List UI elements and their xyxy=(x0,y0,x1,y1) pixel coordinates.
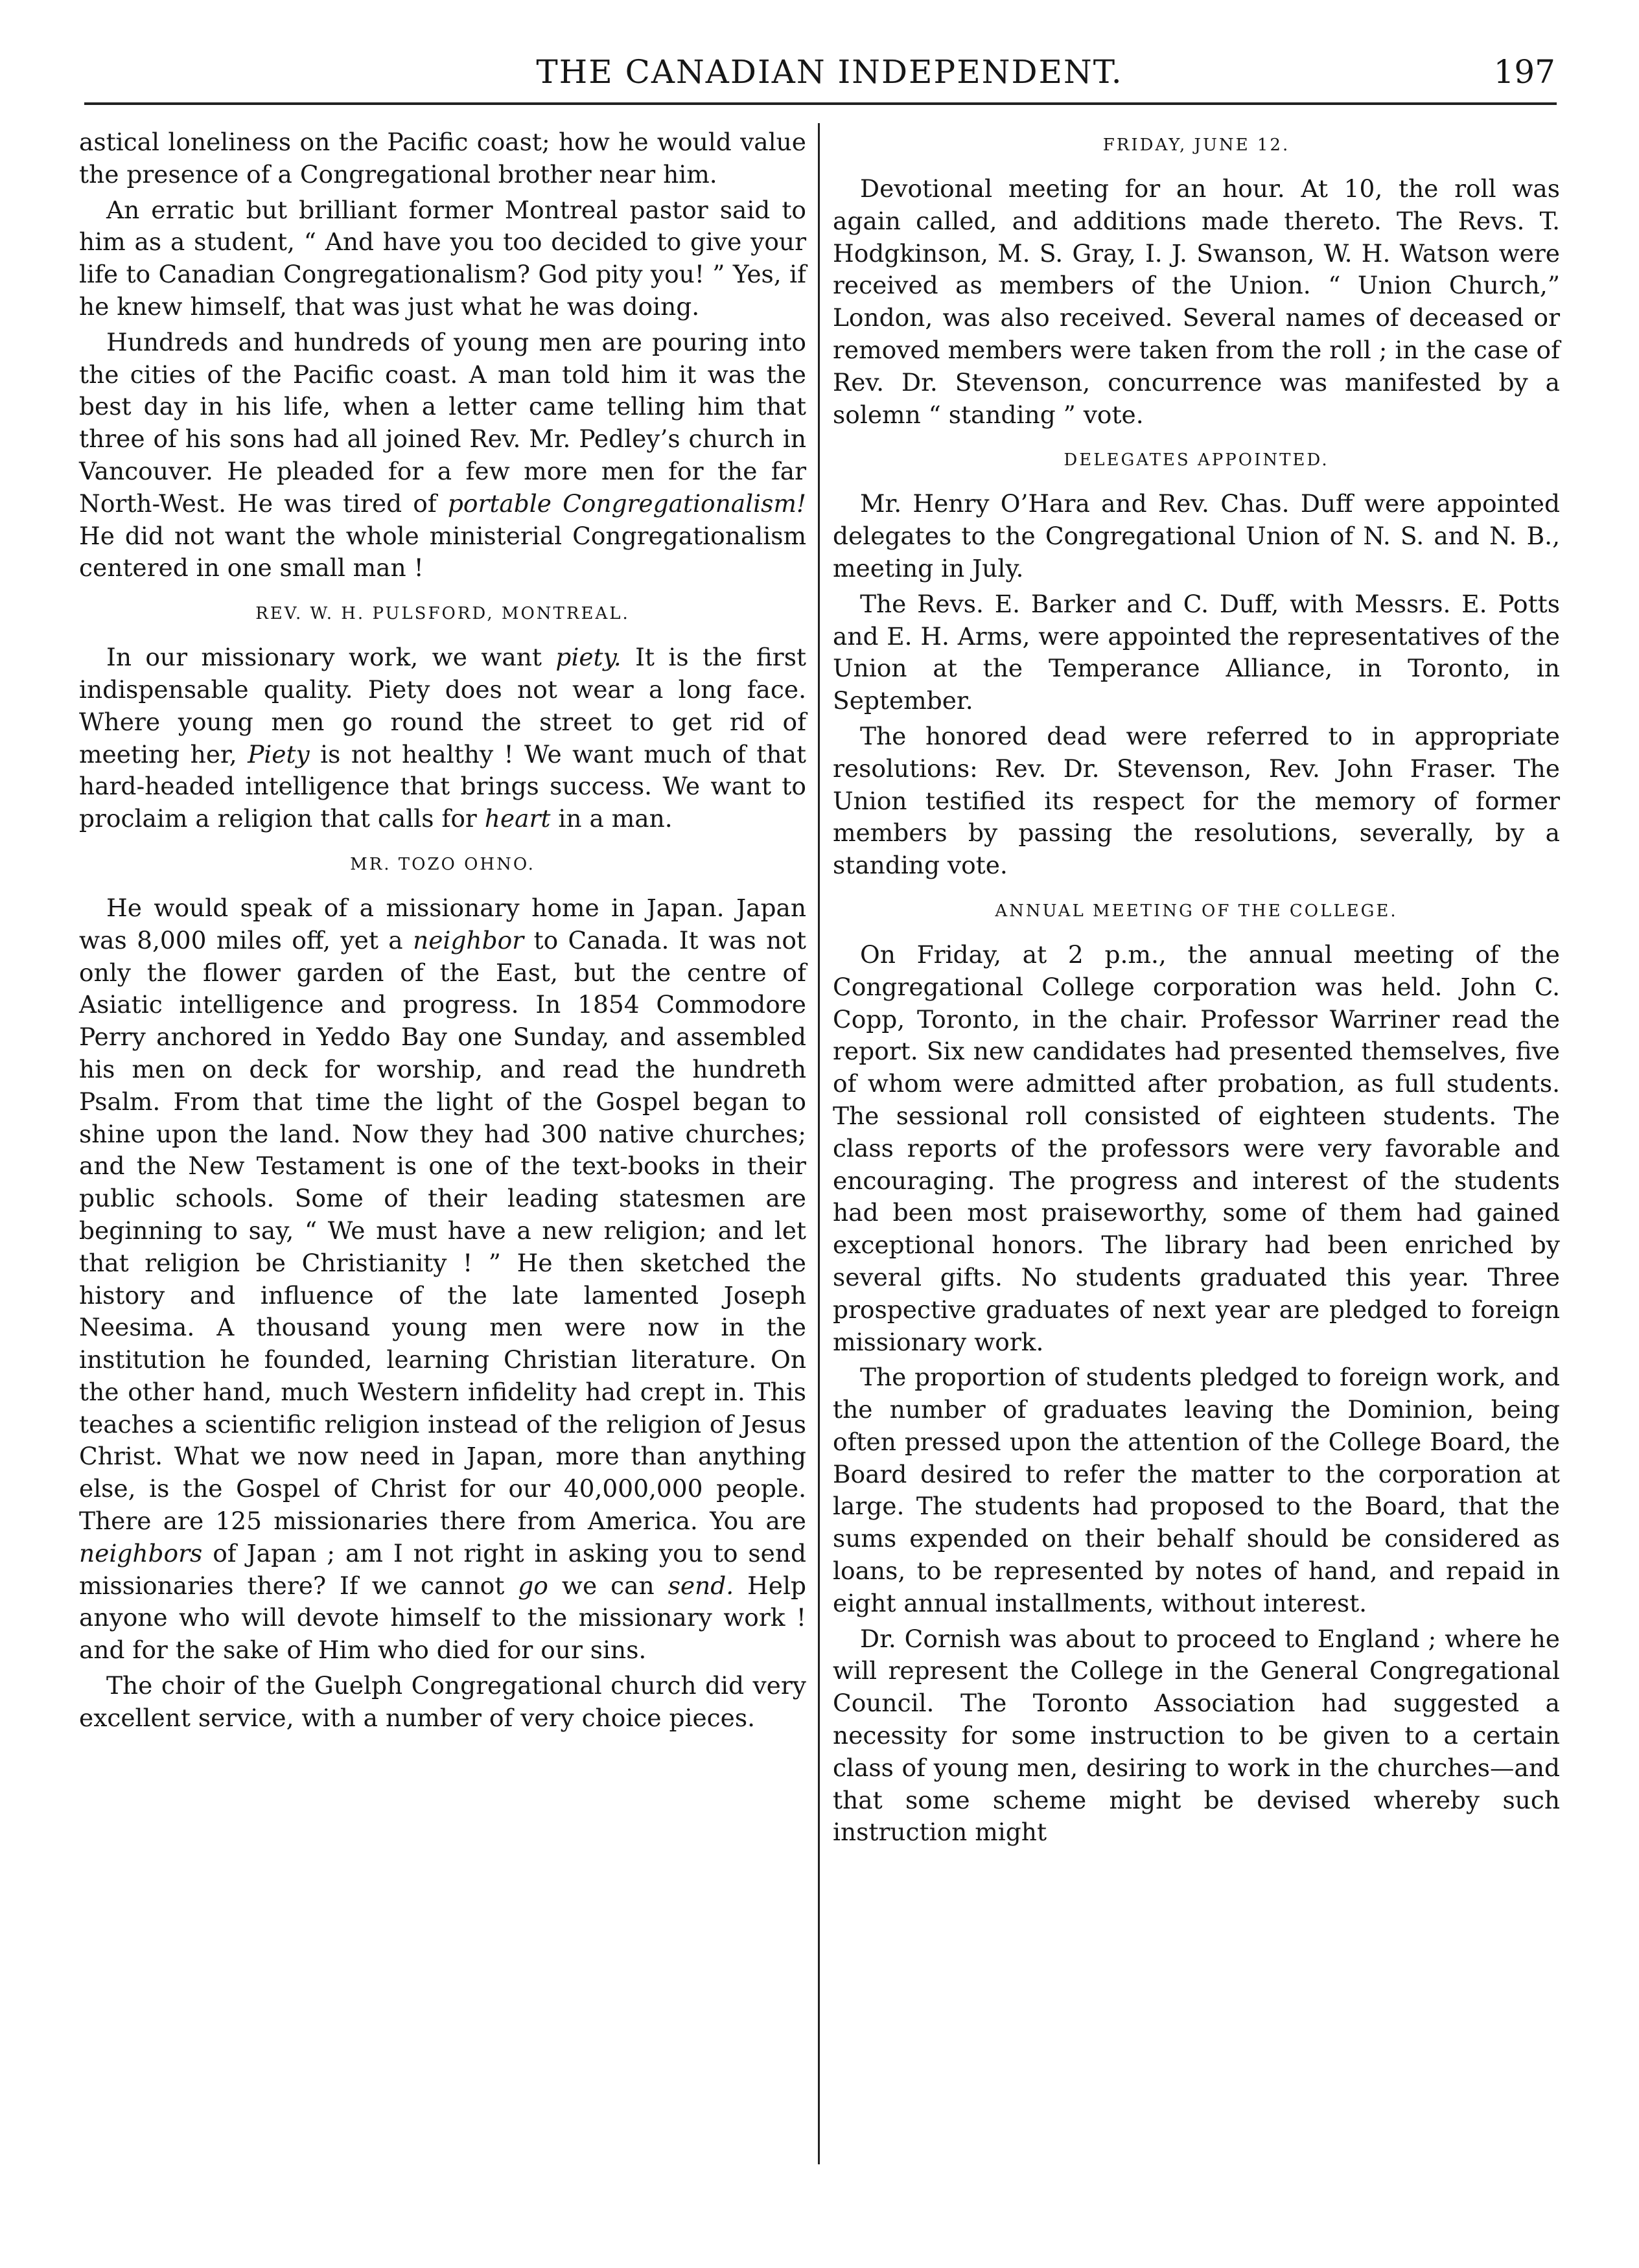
paragraph: Devotional meeting for an hour. At 10, the roll was again called, and additions made thereto. The Revs. T. Hodgkinson, M. S. Gray, I. J. Swanson, W. H. Watson were received as members of the Union. “ Union Church,” London, was also received. Several names of deceased or removed members were taken from the roll ; in the case of Rev. Dr. Stevenson, concurrence was manifested by a solemn “ standing ” vote. xyxy=(833,174,1560,429)
text-run: In our missionary work, we want xyxy=(106,643,556,672)
header-rule xyxy=(84,102,1557,105)
paragraph: The Revs. E. Barker and C. Duff, with Messrs. E. Potts and E. H. Arms, were appointed the representatives of the Union at the Temperance Alliance, in Toronto, in September. xyxy=(833,589,1560,715)
publication-title: THE CANADIAN INDEPENDENT. xyxy=(536,53,1123,91)
italic-text: piety. xyxy=(555,643,622,672)
text-run: to Canada. It was not only the flower garden of the East, but the centre of Asiatic intelligence and progress. In 1854 Commodore Perry anchored in Yeddo Bay one Sunday, and assembled his men on deck for worship, and read the hundreth Psalm. From that time the light of the Gospel began to shine upon the land. Now they had 300 native churches; and the New Testament is one of the text-books in their public schools. Some of their leading statesmen are beginning to say, “ We must have a new religion; and let that religion be Christianity ! ” He then sketched the history and influence of the late lamented Joseph Neesima. A thousand young men were now in the institution he founded, learning Christian literature. On the other hand, much Western infidelity had crept in. This teaches a scientific religion instead of the religion of Jesus Christ. What we now need in Japan, more than anything else, is the Gospel of Christ for our 40,000,000 people. There are 125 missionaries there from America. You are xyxy=(79,925,806,1536)
paragraph xyxy=(79,892,806,1667)
text-run: in a man. xyxy=(550,804,673,833)
section-heading: MR. TOZO OHNO. xyxy=(350,854,535,874)
text-run: Help anyone who will devote himself to the missionary work ! and for the sake of Him who died for our sins. xyxy=(79,1571,806,1665)
text-run: He would speak of a missionary home in Japan. Japan was 8,000 miles off, yet a xyxy=(79,893,806,955)
section-heading: FRIDAY, JUNE 12. xyxy=(1102,135,1290,155)
section-heading: REV. W. H. PULSFORD, MONTREAL. xyxy=(255,604,630,624)
paragraph: An erratic but brilliant former Montreal pastor said to him as a student, “ And have you too decided to give your life to Canadian Congregationalism? God pity you! ” Yes, if he knew himself, that was just what he was doing. xyxy=(79,195,806,321)
italic-text: send. xyxy=(668,1571,734,1600)
paragraph: Dr. Cornish was about to proceed to England ; where he will represent the College in the General Congregational Council. The Toronto Association had suggested a necessity for some instruction to be given to a certain class of young men, desiring to work in the churches—and that some scheme might be devised whereby such instruction might xyxy=(833,1624,1560,1847)
paragraph: astical loneliness on the Pacific coast; how he would value the presence of a Congregational brother near him. xyxy=(79,128,806,189)
text-run: He did not want the whole ministerial Congregationalism centered in one small man ! xyxy=(79,521,806,583)
running-head xyxy=(104,49,1555,101)
italic-text: portable Congregationalism! xyxy=(447,489,806,518)
paragraph xyxy=(79,327,806,584)
italic-text: heart xyxy=(484,804,551,833)
italic-text: neighbors xyxy=(79,1538,203,1568)
text-run: is not healthy ! We want much of that hard-headed intelligence that brings success. We want to proclaim a religion that calls for xyxy=(79,739,806,833)
section-heading: ANNUAL MEETING OF THE COLLEGE. xyxy=(995,901,1398,921)
left-column xyxy=(79,126,806,1738)
italic-text: go xyxy=(518,1571,548,1600)
paragraph: The choir of the Guelph Congregational church did very excellent service, with a number of very choice pieces. xyxy=(79,1671,806,1732)
paragraph: Mr. Henry O’Hara and Rev. Chas. Duff were appointed delegates to the Congregational Union of N. S. and N. B., meeting in July. xyxy=(833,489,1560,583)
column-divider xyxy=(818,123,820,2164)
text-run: It is the first indispensable quality. Piety does not wear a long face. Where young men go round the street to get rid of meeting her, xyxy=(79,643,807,769)
paragraph: The proportion of students pledged to foreign work, and the number of graduates leaving the Dominion, being often pressed upon the attention of the College Board, the Board desired to refer the matter to the corporation at large. The students had proposed to the Board, that the sums expended on their behalf should be considered as loans, to be represented by notes of hand, and repaid in eight annual installments, without interest. xyxy=(833,1363,1560,1617)
text-run: of Japan ; am I not right in asking you to send missionaries there? If we cannot xyxy=(79,1538,806,1600)
text-run: we can xyxy=(548,1571,668,1600)
italic-text: Piety xyxy=(248,739,310,769)
italic-text: neighbor xyxy=(413,925,524,955)
paragraph: On Friday, at 2 p.m., the annual meeting of the Congregational College corporation was held. John C. Copp, Toronto, in the chair. Professor Warriner read the report. Six new candidates had presented themselves, five of whom were admitted after probation, as full students. The sessional roll consisted of eighteen students. The class reports of the professors were very favorable and encouraging. The progress and interest of the students had been most praiseworthy, some of them had gained exceptional honors. The library had been enriched by several gifts. No students graduated this year. Three prospective graduates of next year are pledged to foreign missionary work. xyxy=(833,940,1560,1356)
right-column xyxy=(833,126,1560,1852)
text-run: Hundreds and hundreds of young men are pouring into the cities of the Pacific coast. A man told him it was the best day in his life, when a letter came telling him that three of his sons had all joined Rev. Mr. Pedley’s church in Vancouver. He pleaded for a few more men for the far North-West. He was tired of xyxy=(79,327,806,518)
page-number: 197 xyxy=(1493,53,1555,91)
paragraph: The honored dead were referred to in appropriate resolutions: Rev. Dr. Stevenson, Rev. John Fraser. The Union testified its respect for the memory of former members by passing the resolutions, severally, by a standing vote. xyxy=(833,721,1560,880)
section-heading: DELEGATES APPOINTED. xyxy=(1064,450,1329,470)
paragraph xyxy=(79,642,806,835)
